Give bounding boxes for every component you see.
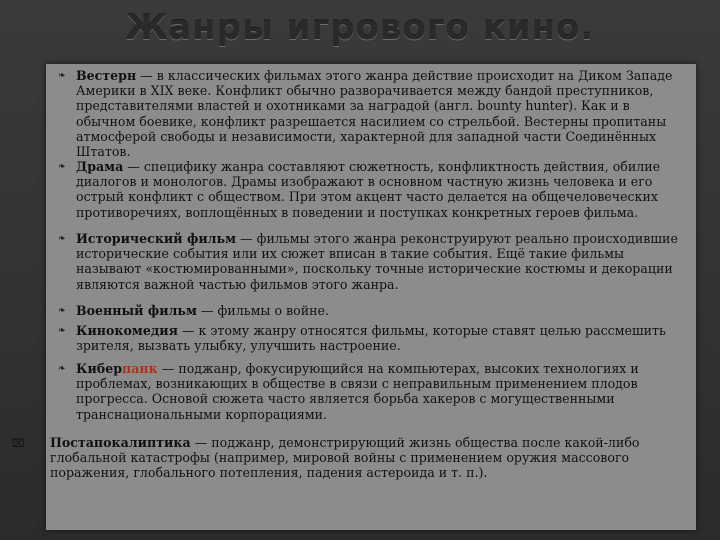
list-item-drama [76,159,688,220]
term-drama: Драма [76,159,124,174]
slide-title: Жанры игрового кино. [125,8,595,48]
desc-historical: — фильмы этого жанра реконструируют реально происходившие исторические события или их сюжет вписан в такие события. Ещё такие фильмы называют «костюмированными», поскольку точные исторические костюмы и декорации являются важной частью фильмов этого жанра. [76,231,678,292]
check-bullet-icon: ❧ [58,162,66,172]
list-item-comedy [76,323,688,353]
term-war: Военный фильм [76,303,197,318]
check-bullet-icon: ❧ [58,306,66,316]
desc-postapocalyptic: — поджанр, демонстрирующий жизнь общества после какой-либо глобальной катастрофы (например, мировой войны с применением оружия массового поражения, глобального потепления, падения астероида и т. п.). [50,435,640,481]
term-western: Вестерн [76,68,137,83]
desc-comedy: — к этому жанру относятся фильмы, которые ставят целью рассмешить зрителя, вызвать улыбку, улучшить настроение. [76,323,666,354]
box-bullet-icon: ⌧ [12,437,25,450]
term-cyberpunk: Кибер [76,361,123,376]
desc-cyberpunk: — поджанр, фокусирующийся на компьютерах, высоких технологиях и проблемах, возникающих в обществе в связи с неправильным применением плодов прогресса. Основой сюжета часто является борьба хакеров с могущественными транснациональными корпорациями. [76,361,639,422]
term-postapocalyptic: Постапокалиптика [50,435,191,450]
check-bullet-icon: ❧ [58,326,66,336]
term-historical: Исторический фильм [76,231,237,246]
list-item-war [76,303,688,318]
list-item-cyberpunk [76,361,688,422]
term-cyberpunk-accent: панк [122,361,158,376]
check-bullet-icon: ❧ [58,364,66,374]
check-bullet-icon: ❧ [58,71,66,81]
check-bullet-icon: ❧ [58,234,66,244]
list-item-postapocalyptic [50,435,650,481]
desc-western: — в классических фильмах этого жанра действие происходит на Диком Западе Америки в XIX веке. Конфликт обычно разворачивается между бандой преступников, представителями властей и охотниками за наградой (англ. bounty hunter). Как и в обычном боевике, конфликт разрешается насилием со стрельбой. Вестерны пропитаны атмосферой свободы и независимости, характерной для западной части Соединённых Штатов. [76,68,673,160]
list-item-western [76,68,688,159]
term-comedy: Кинокомедия [76,323,178,338]
desc-war: — фильмы о войне. [196,303,329,318]
desc-drama: — специфику жанра составляют сюжетность, конфликтность действия, обилие диалогов и монологов. Драмы изображают в основном частную жизнь человека и его острый конфликт с обществом. При этом акцент часто делается на общечеловеческих противоречиях, воплощённых в поведении и поступках конкретных героев фильма. [76,159,661,220]
content-panel [12,64,696,530]
list-item-historical [76,231,688,292]
